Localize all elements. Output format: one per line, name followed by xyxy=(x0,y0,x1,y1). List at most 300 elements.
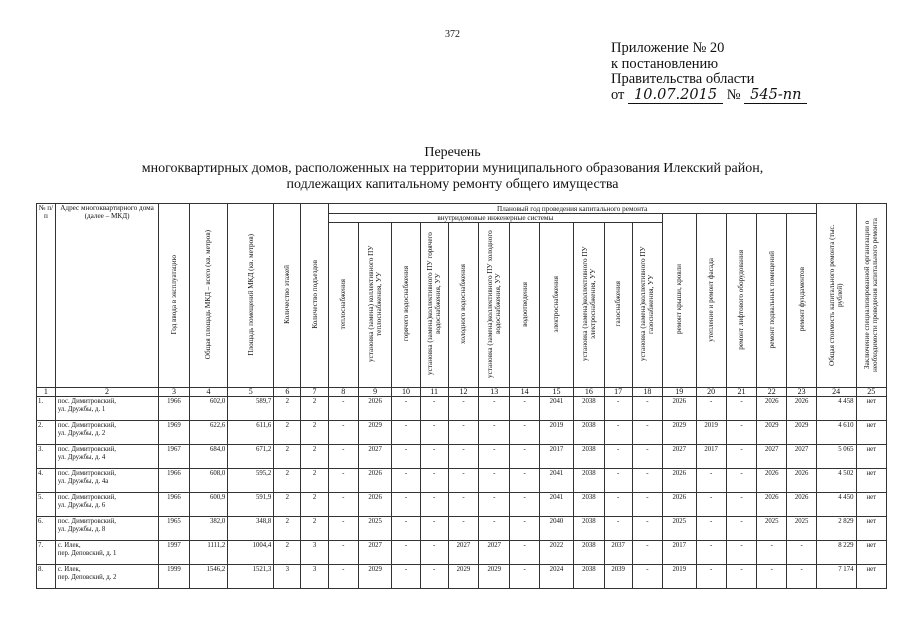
cell-c12: 2027 xyxy=(448,541,478,565)
header-hot-water-meter xyxy=(420,223,448,388)
col-number: 4 xyxy=(189,388,228,397)
cell-c13: - xyxy=(479,469,510,493)
cell-c11: - xyxy=(420,565,448,589)
cell-cost: 4 458 xyxy=(816,397,856,421)
cell-c12: 2029 xyxy=(448,565,478,589)
cell-c21: - xyxy=(726,445,756,469)
cell-c16: 2038 xyxy=(574,397,604,421)
cell-c23: - xyxy=(787,541,816,565)
cell-c8: - xyxy=(328,517,358,541)
cell-c12: - xyxy=(448,493,478,517)
cell-concl: нет xyxy=(856,469,887,493)
cell-c12: - xyxy=(448,445,478,469)
header-electricity-meter-text: установка (замена)коллективного ПУ электроснабжения, УУ xyxy=(580,246,597,362)
header-planned-year: Плановый год проведения капитального ремонта xyxy=(328,204,816,214)
cell-c18: - xyxy=(632,397,662,421)
cell-c17: - xyxy=(604,469,632,493)
header-systems: внутридомовые инженерные системы xyxy=(328,214,662,223)
table-row xyxy=(37,517,887,541)
cell-area: 1546,2 xyxy=(189,565,228,589)
cell-premises: 595,2 xyxy=(228,469,274,493)
cell-c10: - xyxy=(392,469,420,493)
cell-c11: - xyxy=(420,397,448,421)
cell-c17: - xyxy=(604,493,632,517)
cell-c23: - xyxy=(787,565,816,589)
cell-c22: 2029 xyxy=(757,421,787,445)
cell-entr: 2 xyxy=(301,397,328,421)
cell-concl: нет xyxy=(856,517,887,541)
header-year-text: Год ввода в эксплуатацию xyxy=(169,254,178,335)
cell-no: 2. xyxy=(37,421,56,445)
cell-c20: - xyxy=(696,469,726,493)
cell-c21: - xyxy=(726,469,756,493)
cell-no: 3. xyxy=(37,445,56,469)
cell-c18: - xyxy=(632,565,662,589)
cell-floors: 2 xyxy=(274,469,301,493)
cell-c8: - xyxy=(328,469,358,493)
header-year xyxy=(159,204,189,388)
cell-year: 1969 xyxy=(159,421,189,445)
cell-cost: 5 065 xyxy=(816,445,856,469)
col-number: 10 xyxy=(392,388,420,397)
cell-no: 7. xyxy=(37,541,56,565)
cell-address xyxy=(55,445,158,469)
cell-c19: 2029 xyxy=(663,421,696,445)
cell-concl: нет xyxy=(856,397,887,421)
col-number: 17 xyxy=(604,388,632,397)
cell-c11: - xyxy=(420,445,448,469)
cell-cost: 8 229 xyxy=(816,541,856,565)
table-row xyxy=(37,565,887,589)
cell-c18: - xyxy=(632,469,662,493)
cell-c11: - xyxy=(420,421,448,445)
cell-area: 602,0 xyxy=(189,397,228,421)
header-cold-water-meter-text: установка (замена)коллективного ПУ холодного водоснабжения, УУ xyxy=(486,230,503,378)
cell-c23: 2026 xyxy=(787,493,816,517)
header-basement xyxy=(757,214,787,388)
header-electricity-meter xyxy=(574,223,604,388)
date-prefix: от xyxy=(611,86,625,103)
cell-c9: 2029 xyxy=(358,565,391,589)
cell-floors: 2 xyxy=(274,397,301,421)
header-facade-text: утепление и ремонт фасада xyxy=(707,257,716,342)
cell-c17: - xyxy=(604,397,632,421)
cell-year: 1966 xyxy=(159,469,189,493)
col-number: 5 xyxy=(228,388,274,397)
cell-c15: 2024 xyxy=(539,565,573,589)
cell-floors: 2 xyxy=(274,445,301,469)
cell-c21: - xyxy=(726,565,756,589)
address-line-2: пер. Деповский, д. 2 xyxy=(57,574,117,581)
cell-c11: - xyxy=(420,469,448,493)
cell-c10: - xyxy=(392,445,420,469)
cell-year: 1967 xyxy=(159,445,189,469)
cell-c15: 2040 xyxy=(539,517,573,541)
cell-cost: 2 829 xyxy=(816,517,856,541)
header-area-total-text: Общая площадь МКД – всего (кв. метров) xyxy=(204,229,213,360)
cell-no: 5. xyxy=(37,493,56,517)
col-number: 24 xyxy=(816,388,856,397)
address-line-1: пос. Димитровский, xyxy=(57,446,116,453)
cell-concl: нет xyxy=(856,565,887,589)
cell-area: 382,0 xyxy=(189,517,228,541)
cell-c22: 2026 xyxy=(757,397,787,421)
cell-c15: 2022 xyxy=(539,541,573,565)
col-number: 22 xyxy=(757,388,787,397)
cell-c14: - xyxy=(510,469,539,493)
cell-c16: 2038 xyxy=(574,421,604,445)
cell-c12: - xyxy=(448,469,478,493)
col-number: 18 xyxy=(632,388,662,397)
col-number: 23 xyxy=(787,388,816,397)
col-number: 13 xyxy=(479,388,510,397)
appendix-line-3: Правительства области xyxy=(611,71,755,87)
cell-premises: 591,9 xyxy=(228,493,274,517)
cell-entr: 3 xyxy=(301,541,328,565)
cell-c16: 2038 xyxy=(574,445,604,469)
handwritten-date: 10.07.2015 xyxy=(628,87,723,104)
document-title xyxy=(0,145,905,193)
address-line-1: с. Илек, xyxy=(57,566,81,573)
cell-c15: 2041 xyxy=(539,493,573,517)
col-number: 25 xyxy=(856,388,887,397)
cell-c18: - xyxy=(632,421,662,445)
header-floors-text: Количество этажей xyxy=(283,265,292,324)
cell-c19: 2017 xyxy=(663,541,696,565)
cell-c16: 2038 xyxy=(574,517,604,541)
cell-c21: - xyxy=(726,493,756,517)
cell-c20: - xyxy=(696,565,726,589)
table-row xyxy=(37,541,887,565)
header-cost xyxy=(816,204,856,388)
cell-c12: - xyxy=(448,517,478,541)
address-line-2: ул. Дружбы, д. 1 xyxy=(57,406,106,413)
col-number: 11 xyxy=(420,388,448,397)
table-row xyxy=(37,445,887,469)
col-number: 3 xyxy=(159,388,189,397)
cell-c11: - xyxy=(420,517,448,541)
cell-c8: - xyxy=(328,445,358,469)
cell-c17: - xyxy=(604,445,632,469)
cell-c18: - xyxy=(632,445,662,469)
col-number: 2 xyxy=(55,388,158,397)
cell-c9: 2026 xyxy=(358,397,391,421)
header-gas-text: газоснабжения xyxy=(614,281,623,327)
cell-c8: - xyxy=(328,421,358,445)
cell-entr: 2 xyxy=(301,445,328,469)
cell-premises: 1004,4 xyxy=(228,541,274,565)
handwritten-number: 545-пп xyxy=(744,87,807,104)
cell-address xyxy=(55,493,158,517)
cell-area: 600,9 xyxy=(189,493,228,517)
cell-c21: - xyxy=(726,397,756,421)
cell-c20: - xyxy=(696,517,726,541)
cell-c21: - xyxy=(726,421,756,445)
header-cold-water xyxy=(448,223,478,388)
col-number: 14 xyxy=(510,388,539,397)
col-number: 8 xyxy=(328,388,358,397)
cell-entr: 2 xyxy=(301,493,328,517)
address-line-1: пос. Димитровский, xyxy=(57,470,116,477)
address-line-1: с. Илек, xyxy=(57,542,81,549)
cell-c15: 2041 xyxy=(539,469,573,493)
cell-c12: - xyxy=(448,397,478,421)
buildings-table xyxy=(36,203,887,589)
cell-c12: - xyxy=(448,421,478,445)
header-conclusion xyxy=(856,204,887,388)
header-gas-meter xyxy=(632,223,662,388)
cell-c19: 2026 xyxy=(663,469,696,493)
address-line-2: ул. Дружбы, д. 4 xyxy=(57,454,106,461)
header-sewage xyxy=(510,223,539,388)
header-hot-water-meter-text: установка (замена)коллективного ПУ горячего водоснабжения, УУ xyxy=(426,232,443,376)
cell-c20: - xyxy=(696,397,726,421)
cell-floors: 3 xyxy=(274,565,301,589)
address-line-1: пос. Димитровский, xyxy=(57,518,116,525)
cell-c11: - xyxy=(420,541,448,565)
address-line-2: ул. Дружбы, д. 6 xyxy=(57,502,106,509)
header-facade xyxy=(696,214,726,388)
cell-c10: - xyxy=(392,541,420,565)
header-roof xyxy=(663,214,696,388)
address-line-1: пос. Димитровский, xyxy=(57,398,116,405)
header-area-premises-text: Площадь помещений МКД (кв. метров) xyxy=(246,233,255,356)
cell-c14: - xyxy=(510,445,539,469)
cell-floors: 2 xyxy=(274,541,301,565)
cell-c22: 2026 xyxy=(757,493,787,517)
cell-entr: 3 xyxy=(301,565,328,589)
cell-address xyxy=(55,469,158,493)
cell-c23: 2026 xyxy=(787,397,816,421)
cell-c13: 2027 xyxy=(479,541,510,565)
col-number: 19 xyxy=(663,388,696,397)
cell-cost: 4 450 xyxy=(816,493,856,517)
cell-c19: 2019 xyxy=(663,565,696,589)
header-lift xyxy=(726,214,756,388)
header-heat-meter-text: установка (замена) коллективного ПУ теплоснабжения, УУ xyxy=(367,245,384,363)
address-line-2: ул. Дружбы, д. 4а xyxy=(57,478,109,485)
cell-cost: 4 502 xyxy=(816,469,856,493)
header-area-total xyxy=(189,204,228,388)
cell-no: 8. xyxy=(37,565,56,589)
cell-premises: 671,2 xyxy=(228,445,274,469)
cell-c13: - xyxy=(479,517,510,541)
header-foundation xyxy=(787,214,816,388)
cell-c19: 2026 xyxy=(663,397,696,421)
address-line-2: ул. Дружбы, д. 2 xyxy=(57,430,106,437)
column-number-row xyxy=(37,388,887,397)
cell-c19: 2026 xyxy=(663,493,696,517)
header-sewage-text: водоотведения xyxy=(520,281,529,327)
cell-c15: 2041 xyxy=(539,397,573,421)
header-entrances xyxy=(301,204,328,388)
cell-c10: - xyxy=(392,517,420,541)
header-electricity xyxy=(539,223,573,388)
cell-c22: - xyxy=(757,541,787,565)
cell-c13: 2029 xyxy=(479,565,510,589)
cell-address xyxy=(55,397,158,421)
table-row xyxy=(37,421,887,445)
cell-c8: - xyxy=(328,565,358,589)
cell-c13: - xyxy=(479,421,510,445)
cell-c8: - xyxy=(328,493,358,517)
cell-c20: 2017 xyxy=(696,445,726,469)
address-line-2: ул. Дружбы, д. 8 xyxy=(57,526,106,533)
cell-c14: - xyxy=(510,493,539,517)
cell-c22: - xyxy=(757,565,787,589)
cell-entr: 2 xyxy=(301,469,328,493)
header-no: № п/п xyxy=(37,204,56,388)
cell-year: 1965 xyxy=(159,517,189,541)
cell-year: 1997 xyxy=(159,541,189,565)
cell-c23: 2029 xyxy=(787,421,816,445)
title-line-2: многоквартирных домов, расположенных на территории муниципального образования Илекский район, xyxy=(141,161,764,176)
cell-premises: 1521,3 xyxy=(228,565,274,589)
cell-concl: нет xyxy=(856,493,887,517)
header-hot-water xyxy=(392,223,420,388)
cell-cost: 4 610 xyxy=(816,421,856,445)
col-number: 15 xyxy=(539,388,573,397)
cell-no: 6. xyxy=(37,517,56,541)
cell-c16: 2038 xyxy=(574,493,604,517)
cell-year: 1966 xyxy=(159,397,189,421)
cell-entr: 2 xyxy=(301,517,328,541)
cell-c10: - xyxy=(392,397,420,421)
cell-address xyxy=(55,565,158,589)
cell-c20: 2019 xyxy=(696,421,726,445)
cell-c17: - xyxy=(604,421,632,445)
cell-premises: 589,7 xyxy=(228,397,274,421)
cell-year: 1966 xyxy=(159,493,189,517)
header-conclusion-text: Заключение специализированной организации о необходимости проведения капитального ремонта xyxy=(863,217,880,372)
cell-c22: 2025 xyxy=(757,517,787,541)
header-roof-text: ремонт крыши, кровли xyxy=(675,264,684,335)
header-electricity-text: электроснабжения xyxy=(552,275,561,333)
cell-premises: 611,6 xyxy=(228,421,274,445)
header-gas xyxy=(604,223,632,388)
header-heat-text: теплоснабжения xyxy=(339,278,348,330)
table-row xyxy=(37,469,887,493)
col-number: 21 xyxy=(726,388,756,397)
page-number: 372 xyxy=(445,29,460,40)
address-line-1: пос. Димитровский, xyxy=(57,494,116,501)
header-heat xyxy=(328,223,358,388)
cell-c23: 2027 xyxy=(787,445,816,469)
cell-c8: - xyxy=(328,541,358,565)
cell-c9: 2027 xyxy=(358,541,391,565)
cell-area: 608,0 xyxy=(189,469,228,493)
cell-c9: 2025 xyxy=(358,517,391,541)
header-floors xyxy=(274,204,301,388)
cell-c19: 2027 xyxy=(663,445,696,469)
cell-year: 1999 xyxy=(159,565,189,589)
title-line-1: Перечень xyxy=(424,145,481,160)
cell-c15: 2019 xyxy=(539,421,573,445)
cell-c13: - xyxy=(479,493,510,517)
table-row xyxy=(37,397,887,421)
header-hot-water-text: горячего водоснабжения xyxy=(401,266,410,342)
col-number: 6 xyxy=(274,388,301,397)
cell-address xyxy=(55,541,158,565)
cell-concl: нет xyxy=(856,445,887,469)
cell-address xyxy=(55,517,158,541)
appendix-date-line xyxy=(611,88,807,104)
cell-c13: - xyxy=(479,445,510,469)
cell-c18: - xyxy=(632,517,662,541)
cell-c17: 2039 xyxy=(604,565,632,589)
cell-floors: 2 xyxy=(274,421,301,445)
cell-floors: 2 xyxy=(274,493,301,517)
header-heat-meter xyxy=(358,223,391,388)
cell-concl: нет xyxy=(856,421,887,445)
col-number: 1 xyxy=(37,388,56,397)
cell-c20: - xyxy=(696,541,726,565)
cell-c16: 2038 xyxy=(574,469,604,493)
header-address: Адрес многоквартирного дома (далее – МКД) xyxy=(55,204,158,388)
cell-c10: - xyxy=(392,565,420,589)
cell-c21: - xyxy=(726,517,756,541)
cell-area: 684,0 xyxy=(189,445,228,469)
cell-c14: - xyxy=(510,541,539,565)
cell-c20: - xyxy=(696,493,726,517)
appendix-line-2: к постановлению xyxy=(611,55,719,72)
cell-c14: - xyxy=(510,421,539,445)
cell-c16: 2038 xyxy=(574,565,604,589)
cell-concl: нет xyxy=(856,541,887,565)
table-body xyxy=(37,397,887,589)
cell-c21: - xyxy=(726,541,756,565)
cell-c11: - xyxy=(420,493,448,517)
cell-c23: 2025 xyxy=(787,517,816,541)
cell-c9: 2027 xyxy=(358,445,391,469)
address-line-1: пос. Димитровский, xyxy=(57,422,116,429)
cell-c9: 2026 xyxy=(358,469,391,493)
cell-cost: 7 174 xyxy=(816,565,856,589)
header-cold-water-text: холодного водоснабжения xyxy=(459,264,468,344)
number-prefix: № xyxy=(726,86,741,103)
header-area-premises xyxy=(228,204,274,388)
header-lift-text: ремонт лифтового оборудования xyxy=(737,249,746,350)
cell-c16: 2038 xyxy=(574,541,604,565)
cell-c8: - xyxy=(328,397,358,421)
cell-premises: 348,8 xyxy=(228,517,274,541)
cell-c10: - xyxy=(392,493,420,517)
cell-no: 1. xyxy=(37,397,56,421)
cell-c10: - xyxy=(392,421,420,445)
cell-c22: 2026 xyxy=(757,469,787,493)
title-line-3: подлежащих капитальному ремонту общего имущества xyxy=(286,177,619,192)
cell-c18: - xyxy=(632,541,662,565)
cell-c17: - xyxy=(604,517,632,541)
cell-area: 1111,2 xyxy=(189,541,228,565)
header-foundation-text: ремонт фундаментов xyxy=(797,267,806,332)
appendix-line-1: Приложение № 20 xyxy=(611,40,725,56)
cell-c18: - xyxy=(632,493,662,517)
cell-area: 622,6 xyxy=(189,421,228,445)
cell-c9: 2026 xyxy=(358,493,391,517)
cell-c13: - xyxy=(479,397,510,421)
appendix-block xyxy=(611,41,807,103)
header-entrances-text: Количество подъездов xyxy=(310,260,319,329)
header-basement-text: ремонт подвальных помещений xyxy=(767,250,776,349)
header-cold-water-meter xyxy=(479,223,510,388)
cell-c19: 2025 xyxy=(663,517,696,541)
col-number: 20 xyxy=(696,388,726,397)
cell-c14: - xyxy=(510,517,539,541)
cell-c23: 2026 xyxy=(787,469,816,493)
col-number: 12 xyxy=(448,388,478,397)
cell-c22: 2027 xyxy=(757,445,787,469)
